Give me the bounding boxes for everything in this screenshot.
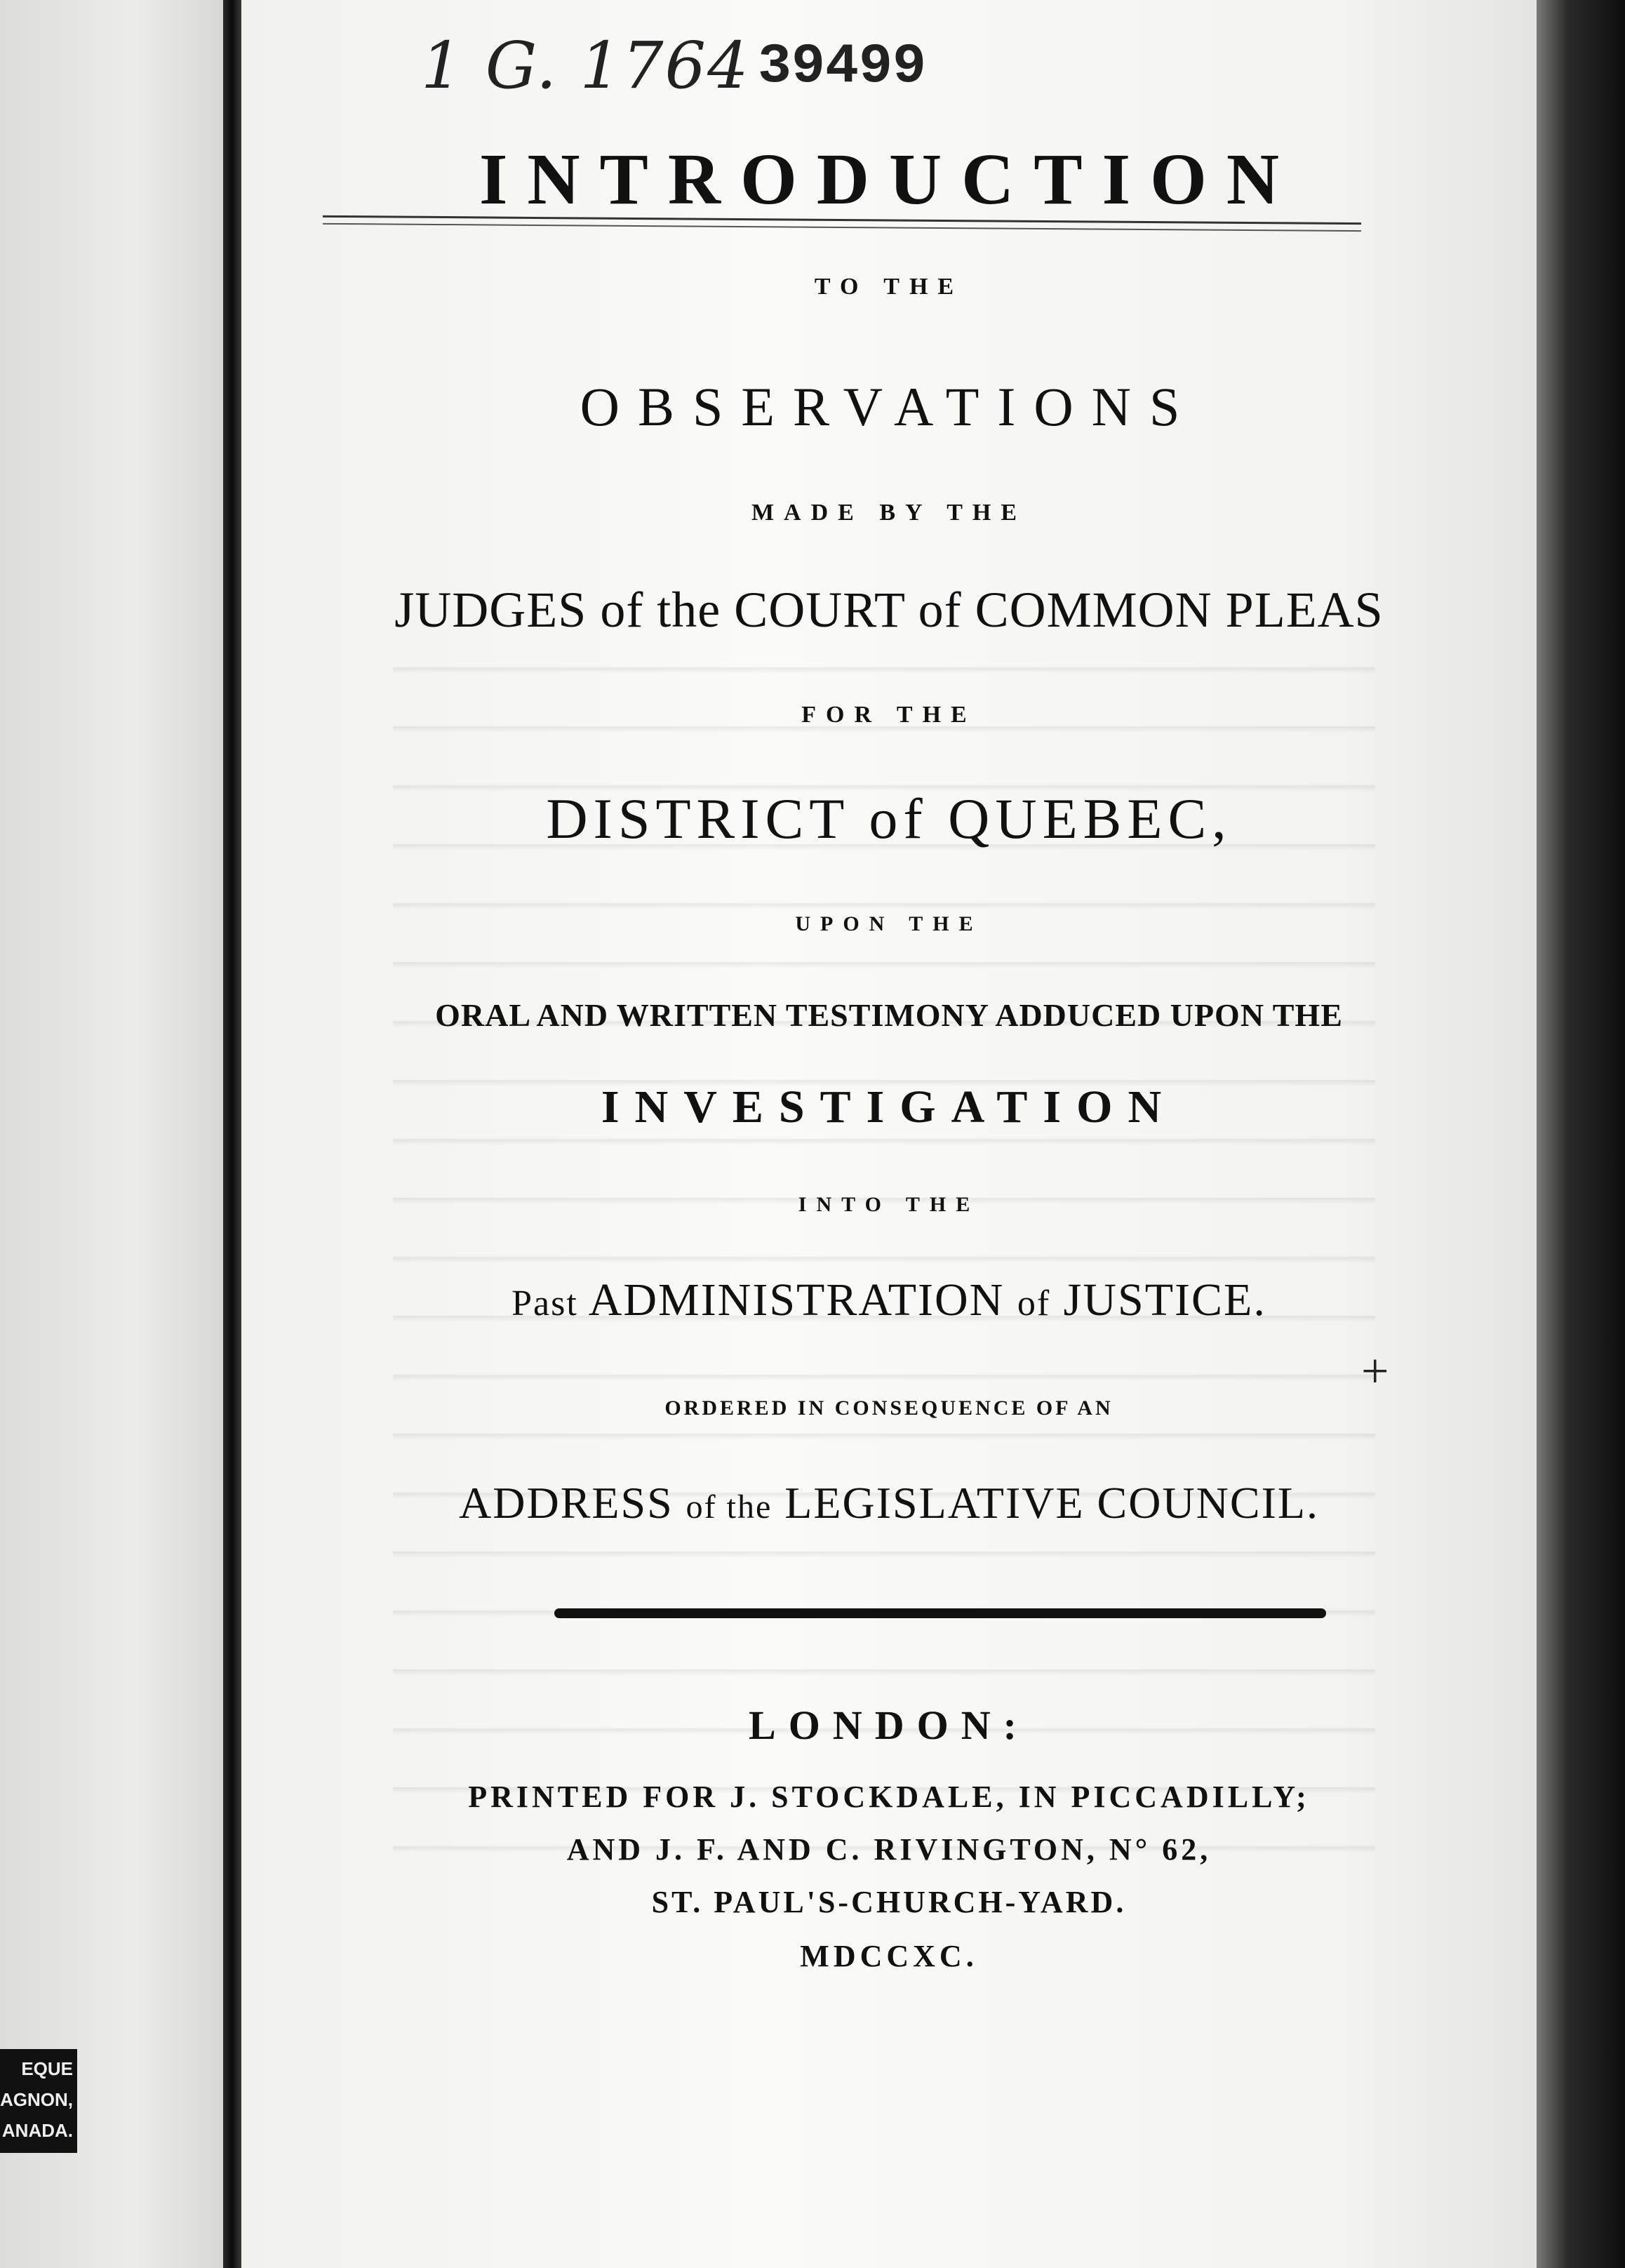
past-administration-line [241, 1274, 1537, 1327]
of-the-words: of the [686, 1488, 773, 1526]
margin-plus-mark: + [1361, 1345, 1389, 1399]
imprint-line-2: AND J. F. AND C. RIVINGTON, N° 62, [566, 1832, 1212, 1867]
upon-the-line: UPON THE [795, 912, 983, 935]
left-facing-page [0, 0, 223, 2268]
address-word: ADDRESS [459, 1478, 674, 1528]
investigation-line: INVESTIGATION [601, 1081, 1177, 1133]
into-the-line: INTO THE [798, 1193, 980, 1216]
observations-line: OBSERVATIONS [580, 376, 1198, 437]
for-the-line: FOR THE [801, 702, 977, 728]
legislative-council-words: LEGISLATIVE COUNCIL. [784, 1478, 1319, 1528]
to-the-line: TO THE [814, 274, 964, 300]
handwritten-shelfmark: 1 G. 1764 [421, 28, 750, 103]
address-line [241, 1477, 1537, 1529]
imprint-city: LONDON: [749, 1702, 1029, 1748]
oral-testimony-line: ORAL AND WRITTEN TESTIMONY ADDUCED UPON THE [435, 997, 1343, 1033]
ordered-line: ORDERED IN CONSEQUENCE OF AN [664, 1396, 1114, 1420]
library-stamp-line-3: ANADA. [1, 2120, 73, 2141]
library-stamp-line-2: AGNON, [0, 2089, 73, 2110]
of-word: of [1017, 1283, 1051, 1323]
book-gutter [223, 0, 241, 2268]
decorative-rule [554, 1608, 1326, 1618]
district-line: DISTRICT of QUEBEC, [546, 787, 1232, 850]
justice-word: JUSTICE. [1063, 1274, 1266, 1326]
library-stamp [0, 2049, 77, 2153]
title-heading: INTRODUCTION [479, 139, 1299, 220]
imprint-date: MDCCXC. [800, 1939, 978, 1973]
imprint-line-1: PRINTED FOR J. STOCKDALE, IN PICCADILLY; [468, 1780, 1310, 1814]
imprint-line-3: ST. PAUL'S-CHURCH-YARD. [651, 1885, 1127, 1919]
accession-number: 39499 [758, 35, 927, 99]
made-by-line: MADE BY THE [751, 500, 1027, 526]
judges-line: JUDGES of the COURT of COMMON PLEAS [394, 582, 1384, 638]
past-lead-word: Past [511, 1283, 578, 1323]
book-fore-edge [1537, 0, 1625, 2268]
library-stamp-line-1: EQUE [21, 2058, 73, 2079]
administration-word: ADMINISTRATION [588, 1274, 1005, 1326]
